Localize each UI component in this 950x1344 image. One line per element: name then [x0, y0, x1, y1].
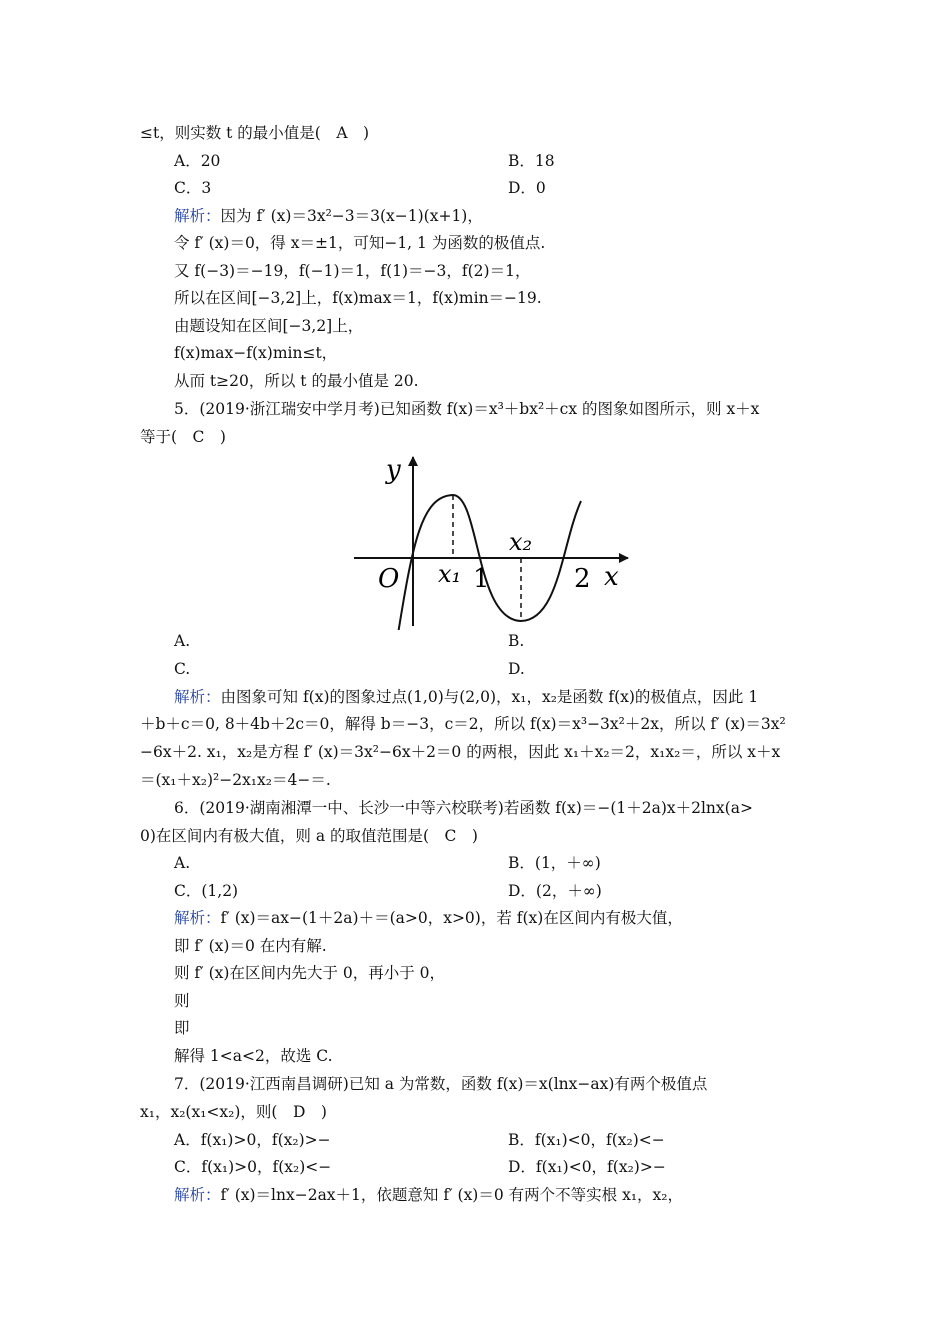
q5-option-c: C.: [174, 660, 191, 678]
q5-stem-line-2: 等于( C ): [140, 428, 226, 446]
q5-option-a: A.: [174, 632, 191, 650]
q4-option-d: D．0: [508, 179, 546, 197]
q6-solution-line-2: 即 f′ (x)＝0 在内有解.: [174, 937, 327, 955]
q6-option-b: B．(1，＋∞): [508, 854, 601, 872]
q4-solution-label: 解析：: [174, 207, 221, 225]
q7-option-a: A．f(x₁)>0，f(x₂)>−: [174, 1131, 331, 1149]
q4-solution-line-7: 从而 t≥20，所以 t 的最小值是 20.: [174, 372, 419, 390]
q6-option-c: C．(1,2): [174, 882, 239, 900]
q5-solution-line-4: ＝(x₁＋x₂)²−2x₁x₂＝4−＝.: [140, 771, 331, 789]
x-axis-label: x: [604, 562, 619, 592]
q5-solution-label: 解析：: [174, 688, 221, 706]
q7-stem-line-1: 7．(2019·江西南昌调研)已知 a 为常数，函数 f(x)＝x(lnx−ax)有两个极值点: [174, 1075, 708, 1093]
q6-solution-line-5: 即: [174, 1019, 190, 1037]
q6-solution-line-6: 解得 1<a<2，故选 C.: [174, 1047, 333, 1065]
q4-solution-line-3: 又 f(−3)＝−19，f(−1)＝1，f(1)＝−3，f(2)＝1，: [174, 262, 531, 280]
q7-solution-line-1: 解析：f′ (x)＝lnx−2ax＋1，依题意知 f′ (x)＝0 有两个不等实根 x₁，x₂，: [174, 1186, 683, 1204]
q6-solution-line-4: 则: [174, 992, 190, 1010]
q5-solution-line-1: 解析：由图象可知 f(x)的图象过点(1,0)与(2,0)，x₁，x₂是函数 f(x)的极值点，因此 1: [174, 688, 759, 706]
q4-solution-line-4: 所以在区间[−3,2]上，f(x)max＝1，f(x)min＝−19.: [174, 289, 542, 307]
tick-label-2: 2: [574, 564, 591, 594]
tick-label-1: 1: [473, 564, 490, 594]
q5-stem-line-1: 5．(2019·浙江瑞安中学月考)已知函数 f(x)＝x³＋bx²＋cx 的图象如图所示，则 x＋x: [174, 400, 760, 418]
q7-option-d: D．f(x₁)<0，f(x₂)>−: [508, 1158, 666, 1176]
x1-label: x₁: [438, 560, 462, 588]
q6-solution-line-1: 解析：f′ (x)＝ax−(1＋2a)＋＝(a>0，x>0)，若 f(x)在区间内有极大值，: [174, 909, 683, 927]
q6-stem-line-1: 6．(2019·湖南湘潭一中、长沙一中等六校联考)若函数 f(x)＝−(1＋2a)x＋2lnx(a>: [174, 799, 753, 817]
q4-solution-line-5: 由题设知在区间[−3,2]上，: [174, 317, 364, 335]
q6-solution-label: 解析：: [174, 909, 221, 927]
q7-option-c: C．f(x₁)>0，f(x₂)<−: [174, 1158, 332, 1176]
q4-option-b: B．18: [508, 152, 555, 170]
q5-option-d: D.: [508, 660, 525, 678]
q4-solution-line-1: 解析：因为 f′ (x)＝3x²−3＝3(x−1)(x+1)，: [174, 207, 483, 225]
q4-option-a: A．20: [174, 152, 221, 170]
q6-solution-line-3: 则 f′ (x)在区间内先大于 0，再小于 0，: [174, 964, 446, 982]
q5-solution-line-3: −6x＋2. x₁，x₂是方程 f′ (x)＝3x²−6x＋2＝0 的两根，因此 x₁＋x₂＝2，x₁x₂＝，所以 x＋x: [140, 743, 781, 761]
y-axis-label: y: [386, 455, 401, 485]
q6-stem-line-2: 0)在区间内有极大值，则 a 的取值范围是( C ): [140, 827, 478, 845]
q7-stem-line-2: x₁，x₂(x₁<x₂)，则( D ): [140, 1103, 327, 1121]
q5-solution-line-2: ＋b＋c＝0, 8＋4b＋2c＝0，解得 b＝−3，c＝2，所以 f(x)＝x³−3x²＋2x，所以 f′ (x)＝3x²: [140, 715, 786, 733]
q4-intro: ≤t，则实数 t 的最小值是( A ): [140, 124, 370, 142]
q7-solution-label: 解析：: [174, 1186, 221, 1204]
origin-label: O: [378, 564, 400, 594]
x2-label: x₂: [509, 528, 533, 556]
q4-option-c: C．3: [174, 179, 212, 197]
cubic-curve: [398, 495, 581, 630]
q5-option-b: B.: [508, 632, 525, 650]
q4-solution-line-6: f(x)max−f(x)min≤t，: [174, 344, 338, 362]
q7-option-b: B．f(x₁)<0，f(x₂)<−: [508, 1131, 665, 1149]
q6-option-d: D．(2，＋∞): [508, 882, 602, 900]
function-graph: [352, 452, 632, 630]
q4-solution-line-2: 令 f′ (x)＝0，得 x＝±1，可知−1, 1 为函数的极值点.: [174, 234, 546, 252]
q6-option-a: A.: [174, 854, 191, 872]
